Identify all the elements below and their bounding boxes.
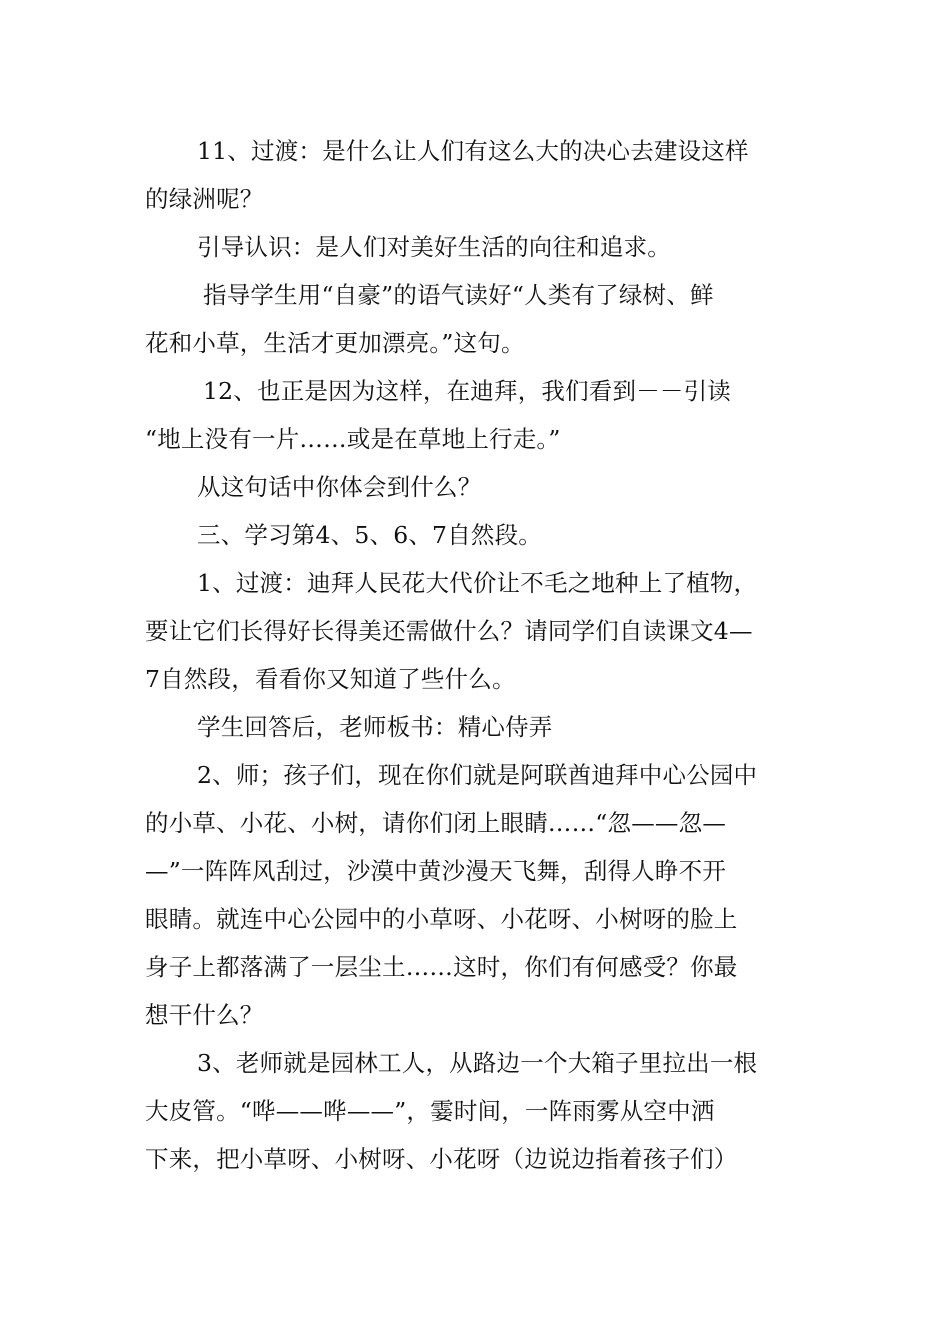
paragraph-teacher-3 [145, 1039, 809, 1183]
paragraph-board-note [145, 703, 809, 751]
paragraph-question [145, 463, 809, 511]
text-line: “地上没有一片……或是在草地上行走。” [145, 425, 561, 453]
text-line: 三、学习第4、5、6、7自然段。 [197, 521, 543, 549]
text-line: 7自然段，看看你又知道了些什么。 [145, 665, 516, 693]
text-line: 大皮管。“哗——哗——”，霎时间，一阵雨雾从空中洒 [145, 1097, 715, 1125]
text-line: 要让它们长得好长得美还需做什么？请同学们自读课文4— [145, 617, 753, 645]
text-line: —”一阵阵风刮过，沙漠中黄沙漫天飞舞，刮得人睁不开 [145, 857, 727, 885]
text-line: 眼睛。就连中心公园中的小草呀、小花呀、小树呀的脸上 [145, 905, 738, 933]
text-line: 11、过渡：是什么让人们有这么大的决心去建设这样 [197, 137, 749, 165]
text-line: 的小草、小花、小树，请你们闭上眼睛……“忽——忽— [145, 809, 727, 837]
text-line: 从这句话中你体会到什么？ [197, 473, 482, 501]
text-line: 3、老师就是园林工人，从路边一个大箱子里拉出一根 [197, 1049, 758, 1077]
paragraph-item-12 [145, 367, 809, 463]
text-line: 下来，把小草呀、小树呀、小花呀（边说边指着孩子们） [145, 1145, 738, 1173]
text-line: 引导认识：是人们对美好生活的向往和追求。 [197, 233, 671, 261]
text-line: 学生回答后，老师板书：精心侍弄 [197, 713, 553, 741]
section-heading-three [145, 511, 809, 559]
text-line: 2、师；孩子们，现在你们就是阿联酋迪拜中心公园中 [197, 761, 758, 789]
text-line: 想干什么？ [145, 1001, 264, 1029]
paragraph-teacher-2 [145, 751, 809, 1039]
text-line: 身子上都落满了一层尘土……这时，你们有何感受？你最 [145, 953, 738, 981]
text-line: 的绿洲呢？ [145, 185, 264, 213]
text-line: 指导学生用“自豪”的语气读好“人类有了绿树、鲜 [203, 281, 714, 309]
text-line: 12、也正是因为这样，在迪拜，我们看到－－引读 [203, 377, 732, 405]
text-line: 花和小草，生活才更加漂亮。”这句。 [145, 329, 525, 357]
text-line: 1、过渡：迪拜人民花大代价让不毛之地种上了植物， [197, 569, 758, 597]
paragraph-transition-11 [145, 127, 809, 223]
document-body [145, 127, 809, 1183]
paragraph-transition-1 [145, 559, 809, 703]
paragraph-guide-reading [145, 271, 809, 367]
paragraph-guide-understanding [145, 223, 809, 271]
